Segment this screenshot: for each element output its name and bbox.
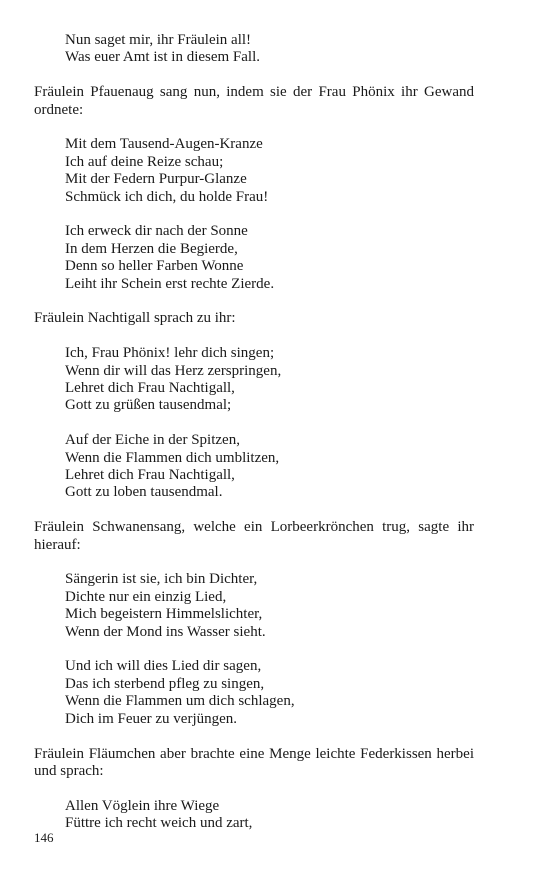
verse-line: Dich im Feuer zu verjüngen.	[65, 710, 238, 727]
verse-stanza	[34, 798, 474, 833]
verse-line: Lehret dich Frau Nachtigall,	[65, 380, 235, 397]
verse-line: Allen Vöglein ihre Wiege	[65, 797, 220, 814]
prose-paragraph: Fräulein Pfauenaug sang nun, indem sie der Frau Phönix ihr Gewand ordnete:	[34, 84, 474, 118]
verse-line: Mit der Federn Purpur-Glanze	[65, 171, 247, 188]
verse-stanza	[34, 571, 474, 641]
page-body	[34, 32, 474, 833]
verse-line: Füttre ich recht weich und zart,	[65, 815, 253, 832]
verse-line: Ich erweck dir nach der Sonne	[65, 223, 248, 240]
verse-line: Wenn die Flammen dich umblitzen,	[65, 449, 280, 466]
verse-line: Das ich sterbend pfleg zu singen,	[65, 675, 265, 692]
verse-line: Mich begeistern Himmelslichter,	[65, 606, 263, 623]
verse-line: Denn so heller Farben Wonne	[65, 258, 244, 275]
verse-line: Lehret dich Frau Nachtigall,	[65, 467, 235, 484]
verse-line: Ich auf deine Reize schau;	[65, 153, 224, 170]
verse-line: Leiht ihr Schein erst rechte Zierde.	[65, 275, 275, 292]
verse-line: Gott zu loben tausendmal.	[65, 484, 223, 501]
verse-line: Und ich will dies Lied dir sagen,	[65, 658, 262, 675]
prose-paragraph: Fräulein Fläumchen aber brachte eine Menge leichte Federkissen herbei und sprach:	[34, 745, 474, 779]
verse-stanza	[34, 136, 474, 206]
verse-stanza	[34, 345, 474, 415]
verse-line: Was euer Amt ist in diesem Fall.	[65, 49, 261, 66]
verse-stanza	[34, 432, 474, 502]
verse-stanza	[34, 658, 474, 728]
verse-line: Dichte nur ein einzig Lied,	[65, 588, 227, 605]
verse-line: Wenn der Mond ins Wasser sieht.	[65, 623, 266, 640]
prose-paragraph: Fräulein Nachtigall sprach zu ihr:	[34, 310, 236, 327]
verse-line: Nun saget mir, ihr Fräulein all!	[65, 32, 252, 48]
verse-line: Wenn die Flammen um dich schlagen,	[65, 693, 295, 710]
verse-line: Wenn dir will das Herz zerspringen,	[65, 362, 282, 379]
verse-line: Mit dem Tausend-Augen-Kranze	[65, 136, 263, 153]
verse-line: Schmück ich dich, du holde Frau!	[65, 188, 269, 205]
verse-line: Auf der Eiche in der Spitzen,	[65, 432, 240, 449]
verse-line: Ich, Frau Phönix! lehr dich singen;	[65, 345, 275, 362]
verse-stanza	[34, 32, 474, 67]
prose-paragraph: Fräulein Schwanensang, welche ein Lorbeerkrönchen trug, sagte ihr hierauf:	[34, 519, 474, 553]
page-number: 146	[34, 830, 54, 845]
verse-line: In dem Herzen die Begierde,	[65, 240, 238, 257]
verse-line: Sängerin ist sie, ich bin Dichter,	[65, 571, 258, 588]
verse-line: Gott zu grüßen tausendmal;	[65, 397, 232, 414]
verse-stanza	[34, 223, 474, 293]
